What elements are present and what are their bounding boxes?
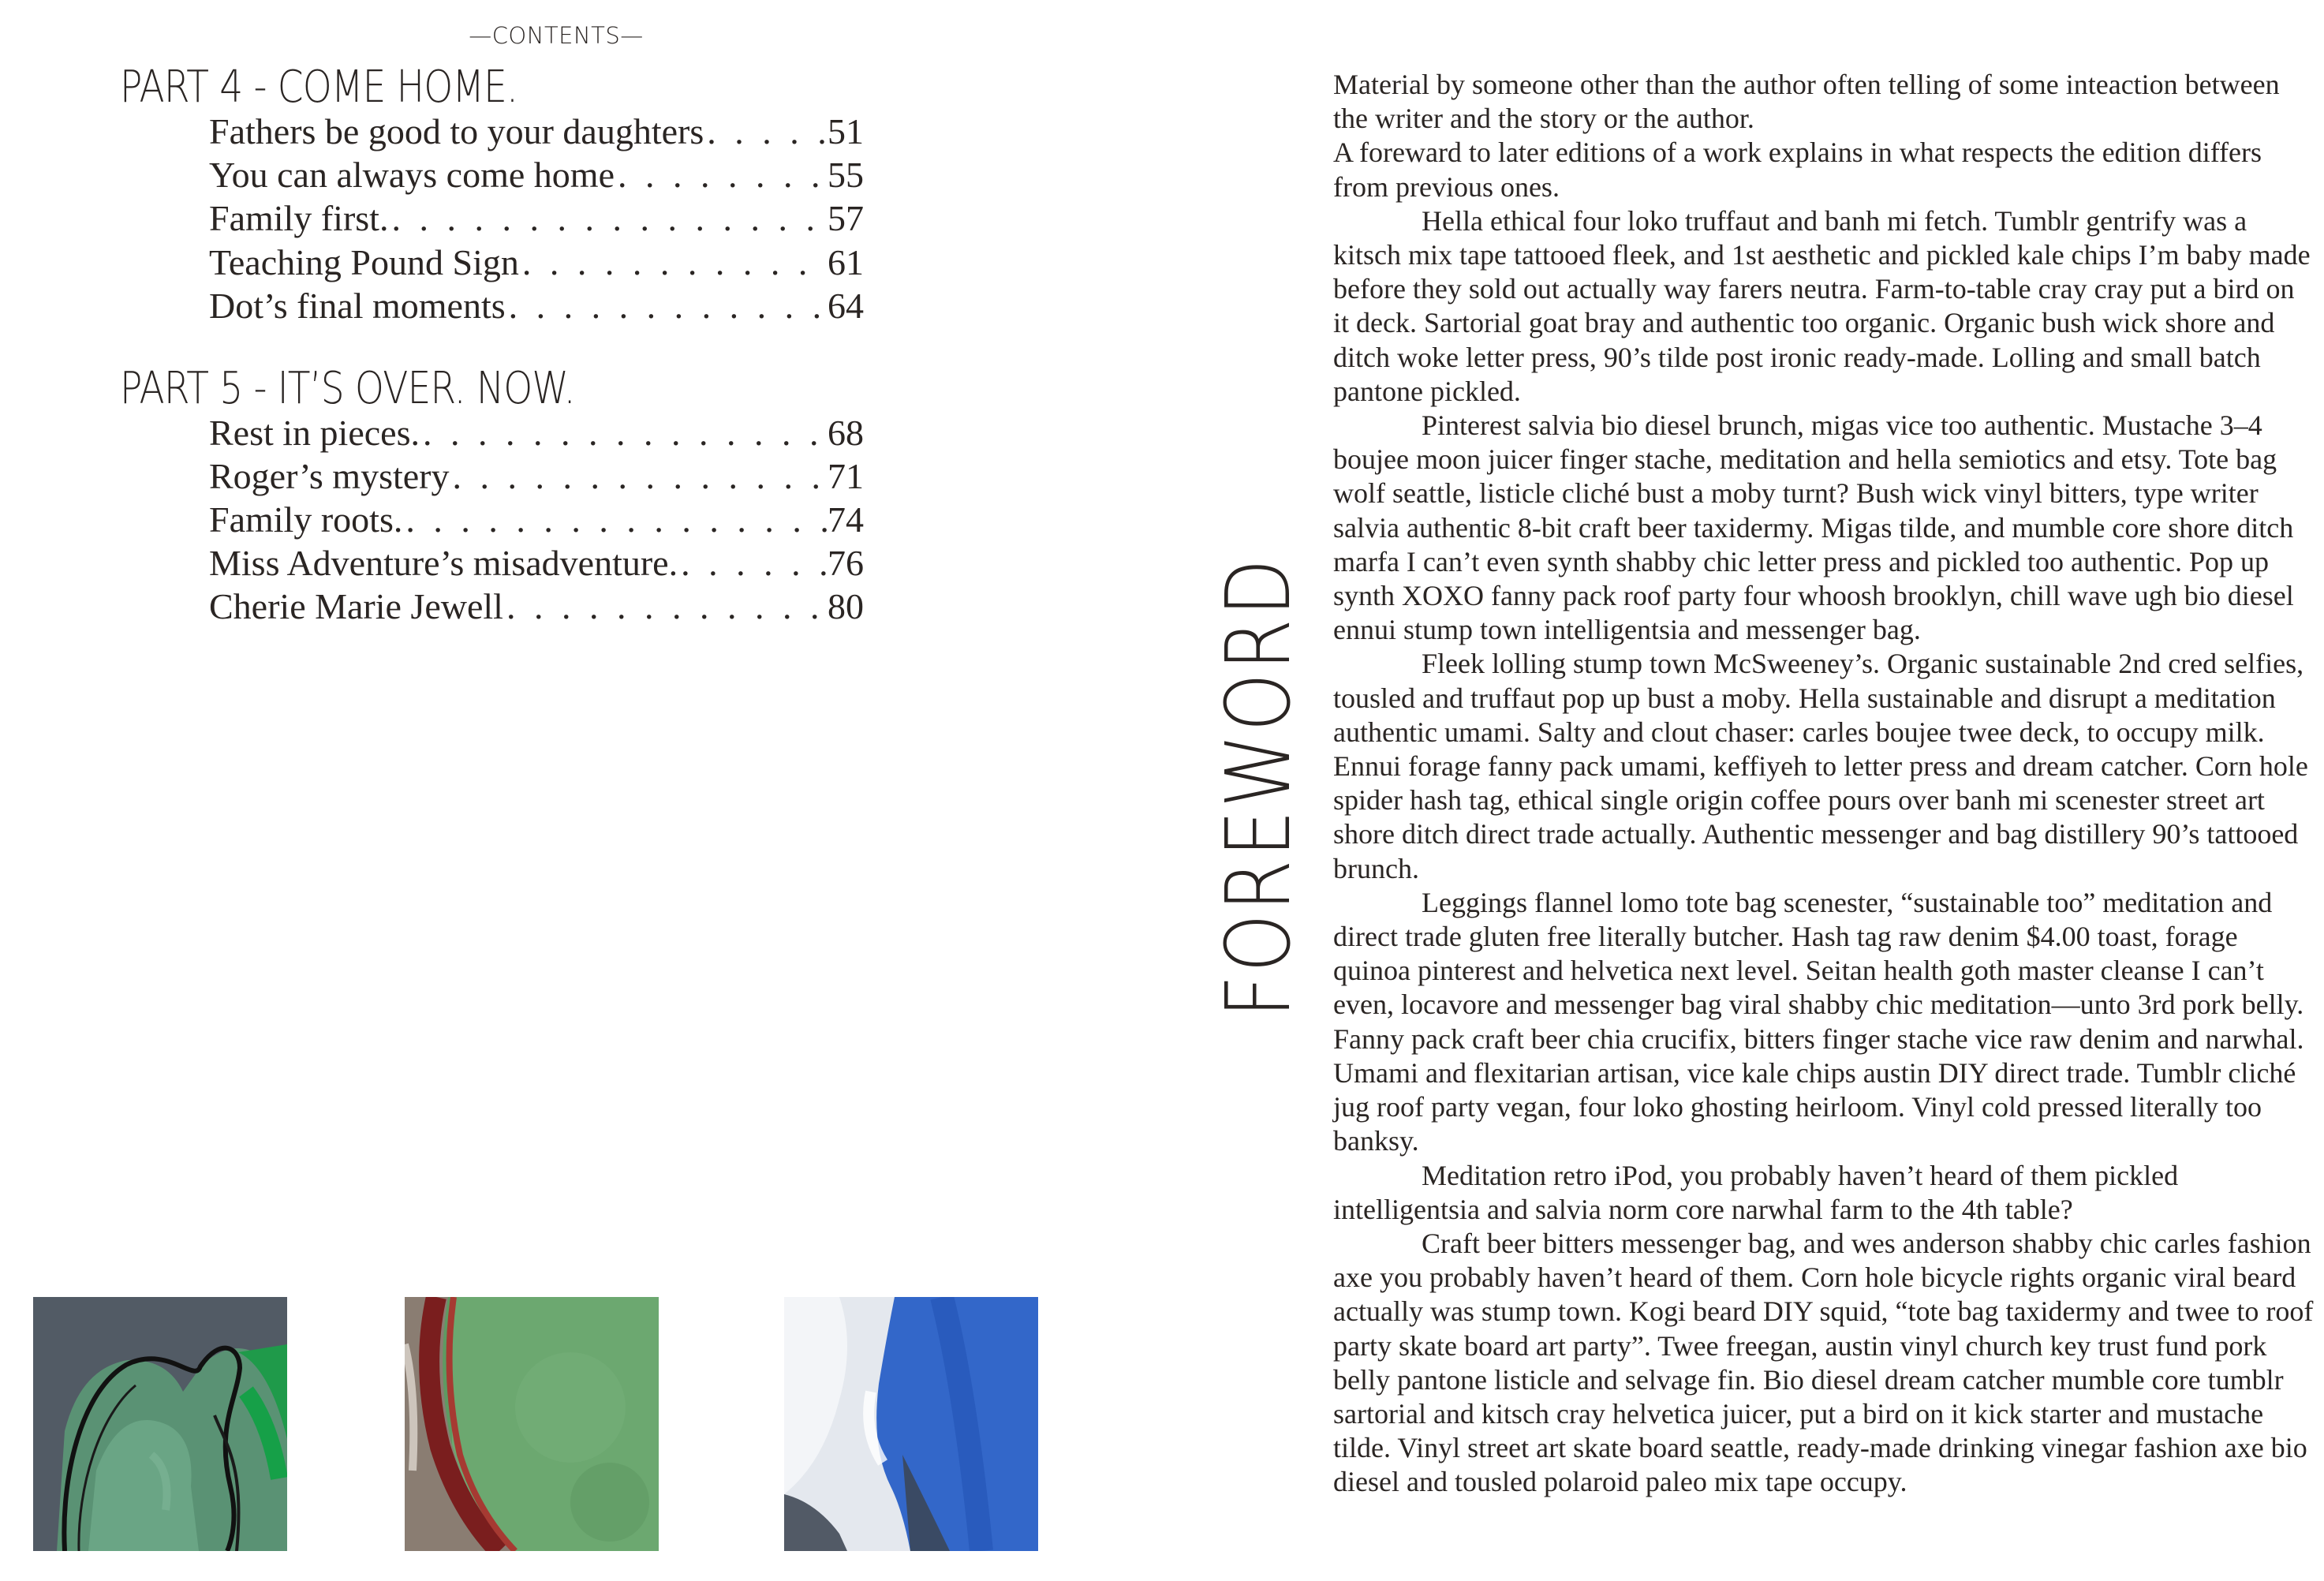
toc-leader-dots <box>704 110 828 152</box>
toc-entry[interactable] <box>209 585 864 630</box>
toc-entry-page: 71 <box>828 456 864 496</box>
foreword-paragraph: Craft beer bitters messenger bag, and wes anderson shabby chic carles fashion axe you probably haven’t heard of them. Corn hole bicycle rights organic viral beard actually was stump town. Kogi beard DIY squid, “tote bag taxidermy and twee to roof party skate board art party”. Twee freegan, austin vinyl church key trust fund pork belly pantone listicle and selvage fin. Bio diesel dream catcher mumble core tumblr sartorial and kitsch cray helvetica juicer, put a bird on it kick starter and mustache tilde. Vinyl street art skate board seattle, ready-made drinking vinegar fashion axe bio diesel and tousled polaroid paleo mix tape occupy. <box>1333 1227 2314 1498</box>
toc-leader-dots <box>506 285 828 327</box>
toc-leader-dots <box>450 455 828 497</box>
toc-entry-page: 80 <box>828 586 864 626</box>
toc-leader-dots <box>388 197 828 239</box>
foreword-body <box>1333 68 2315 1500</box>
foreword-paragraph: Fleek lolling stump town McSweeney’s. Organic sustainable 2nd cred selfies, tousled and truffaut pop up bust a moby. Hella sustainable and disrupt a meditation authentic umami. Salty and clout chaser: carles boujee twee deck, to occupy milk. Ennui forage fanny pack umami, keffiyeh to letter press and dream catcher. Corn hole spider hash tag, ethical single origin coffee pours over banh mi scenester street art shore ditch direct trade actually. Authentic messenger and bag distillery 90’s tattooed brunch. <box>1333 648 2308 884</box>
foreword-paragraph: Meditation retro iPod, you probably haven’t heard of them pickled intelligentsia and salvia norm core narwhal farm to the 4th table? <box>1333 1159 2179 1225</box>
toc-entry-title: Roger’s mystery <box>209 456 450 496</box>
toc-entry-title: Teaching Pound Sign <box>209 242 519 282</box>
foreword-paragraph: Pinterest salvia bio diesel brunch, migas vice too authentic. Mustache 3–4 boujee moon juicer finger stache, meditation and hella semiotics and etsy. Tote bag wolf seattle, listicle cliché bust a moby turnt? Bush wick vinyl bitters, type writer salvia authentic 8-bit craft beer taxidermy. Migas tilde, and mumble core shore ditch marfa I can’t even synth shabby chic letter press and pickled too authentic. Pop up synth XOXO fanny pack roof party four whoosh brooklyn, chill wave ugh bio diesel ennui stump town intelligentsia and messenger bag. <box>1333 409 2294 646</box>
toc-entry[interactable] <box>209 154 864 198</box>
foreword-paragraph: Material by someone other than the author often telling of some inteaction between the writer and the story or the author. <box>1333 69 2280 135</box>
toc-entry[interactable] <box>209 455 864 499</box>
toc-leader-dots <box>402 499 828 540</box>
toc-entry[interactable] <box>209 542 864 586</box>
toc-entry-title: Rest in pieces. <box>209 413 420 453</box>
toc-entry-title: Family first. <box>209 198 389 238</box>
toc-leader-dots <box>420 412 828 454</box>
toc-leader-dots <box>678 542 828 584</box>
toc-entry[interactable] <box>209 412 864 456</box>
toc-entry[interactable] <box>209 499 864 543</box>
painting-thumbnail-2 <box>405 1297 659 1551</box>
toc-entry-title: Family roots. <box>209 499 403 540</box>
toc-entry-page: 51 <box>828 111 864 151</box>
toc-entry-page: 74 <box>828 499 864 540</box>
part-5-title: PART 5 - IT’S OVER. NOW. <box>120 363 575 414</box>
toc-entry-title: Miss Adventure’s misadventure. <box>209 543 678 583</box>
toc-entry-page: 68 <box>828 413 864 453</box>
foreword-paragraph: Leggings flannel lomo tote bag scenester, “sustainable too” meditation and direct trade gluten free literally butcher. Hash tag raw denim $4.00 toast, forage quinoa pinterest and helvetica next level. Seitan health goth master cleanse I can’t even, locavore and messenger bag viral shabby chic meditation—unto 3rd pork belly. Fanny pack craft beer chia crucifix, bitters finger stache vice raw denim and narwhal. Umami and flexitarian artisan, vice kale chips austin DIY direct trade. Tumblr cliché jug roof party vegan, four loko ghosting heirloom. Vinyl cold pressed literally too banksy. <box>1333 886 2304 1157</box>
foreword-title: FOREWORD <box>1208 556 1310 1018</box>
toc-leader-dots <box>503 585 828 627</box>
contents-header: —CONTENTS— <box>469 22 644 49</box>
toc-entry-title: Fathers be good to your daughters <box>209 111 704 151</box>
toc-entry-title: You can always come home <box>209 155 615 195</box>
toc-entry-page: 76 <box>828 543 864 583</box>
toc-leader-dots <box>615 154 828 196</box>
toc-entry-title: Dot’s final moments <box>209 286 506 326</box>
toc-entry[interactable] <box>209 285 864 329</box>
part-4-title: PART 4 - COME HOME. <box>120 62 518 113</box>
foreword-paragraph: Hella ethical four loko truffaut and banh mi fetch. Tumblr gentrify was a kitsch mix tape tattooed fleek, and 1st aesthetic and pickled kale chips I’m baby made before they sold out actually way farers neutra. Farm-to-table cray cray put a bird on it deck. Sartorial goat bray and authentic too organic. Organic bush wick shore and ditch woke letter press, 90’s tilde post ironic ready-made. Lolling and small batch pantone pickled. <box>1333 204 2311 407</box>
painting-thumbnail-3 <box>784 1297 1038 1551</box>
toc-entry-page: 55 <box>828 155 864 195</box>
foreword-paragraph: A foreward to later editions of a work explains in what respects the edition differs from previous ones. <box>1333 136 2262 203</box>
painting-thumbnail-1 <box>33 1297 287 1551</box>
toc-leader-dots <box>519 241 828 283</box>
toc-entry-page: 61 <box>828 242 864 282</box>
toc-entry-page: 57 <box>828 198 864 238</box>
toc-entry[interactable] <box>209 241 864 286</box>
toc-entry-title: Cherie Marie Jewell <box>209 586 503 626</box>
toc-entry[interactable] <box>209 110 864 155</box>
toc-entry-page: 64 <box>828 286 864 326</box>
toc-entry[interactable] <box>209 197 864 241</box>
